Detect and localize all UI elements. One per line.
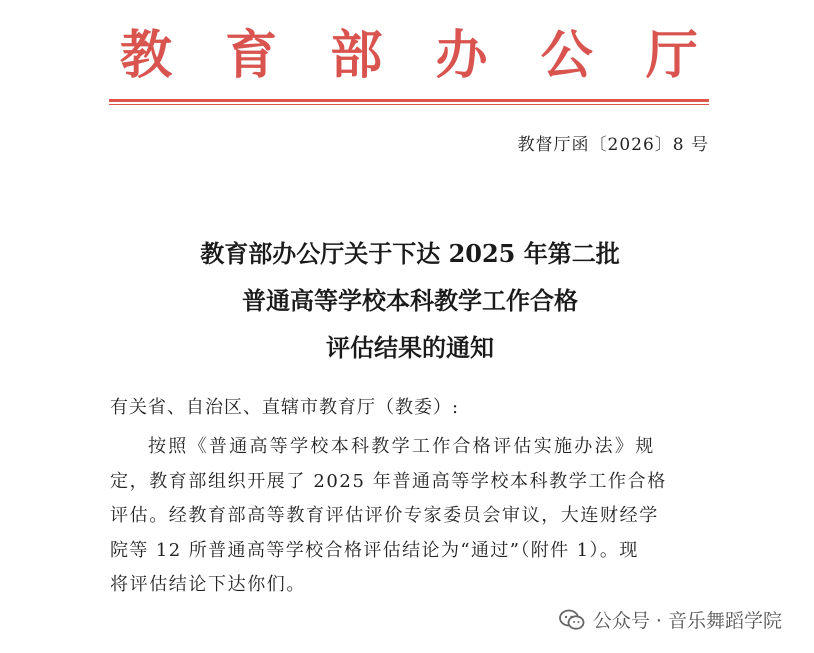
letterhead-rule-thick: [109, 99, 709, 102]
document-title-line: 教育部办公厅关于下达 2025 年第二批: [200, 239, 620, 268]
body-line: 院等 12 所普通高等学校合格评估结论为“通过”（附件 1）。现: [110, 539, 639, 561]
letterhead-char: 育: [225, 25, 278, 86]
body-line: 定，教育部组织开展了 2025 年普通高等学校本科教学工作合格: [110, 470, 667, 492]
letterhead-char: 公: [540, 25, 593, 86]
letterhead-char: 办: [435, 25, 488, 86]
body-line: 按照《普通高等学校本科教学工作合格评估实施办法》规: [148, 436, 656, 457]
document-title-line: 评估结果的通知: [326, 333, 494, 362]
watermark: [555, 604, 786, 635]
watermark-text: 公众号 · 音乐舞蹈学院: [592, 610, 782, 632]
document-number: 教督厅函〔2026〕8 号: [517, 135, 709, 155]
letterhead-char: 部: [330, 25, 383, 86]
letterhead-char: 教: [119, 25, 172, 86]
body-paragraph: [110, 430, 710, 603]
document-title: [110, 230, 710, 371]
body-line: 将评估结论下达你们。: [110, 574, 306, 595]
addressee: 有关省、自治区、直辖市教育厅（教委）:: [110, 397, 460, 418]
letterhead-title: [110, 20, 708, 92]
letterhead-char: 厅: [645, 25, 698, 86]
letterhead-rule-thin: [109, 104, 709, 105]
document-title-line: 普通高等学校本科教学工作合格: [242, 286, 578, 315]
wechat-icon: [559, 609, 585, 631]
body-line: 评估。经教育部高等教育评估评价专家委员会审议，大连财经学: [110, 505, 659, 526]
